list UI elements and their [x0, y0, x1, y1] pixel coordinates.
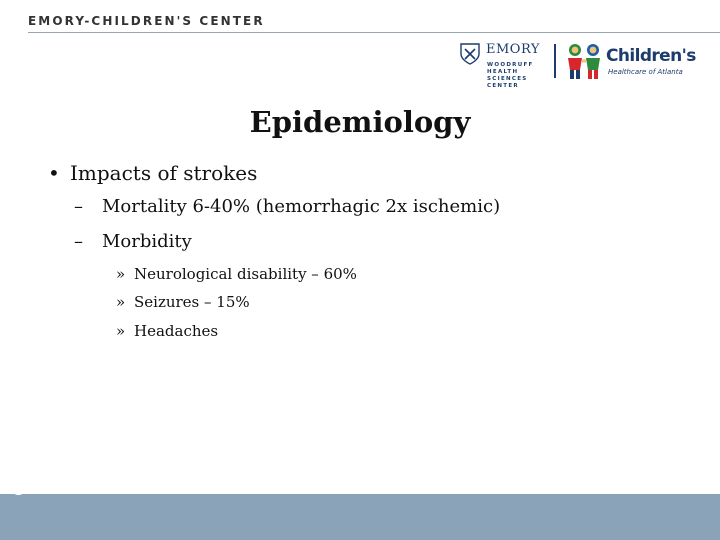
slide-title: Epidemiology — [249, 105, 471, 139]
subsub-bullet-headaches — [116, 322, 218, 340]
emory-subtitle-line: SCIENCES — [487, 76, 528, 82]
slide-number: 5 — [14, 481, 25, 499]
footer-bar — [0, 494, 720, 540]
bullet-text: Impacts of strokes — [70, 161, 258, 185]
subsub-bullet-text: Headaches — [134, 322, 219, 340]
logo-divider — [554, 44, 556, 78]
subsub-bullet-neurological — [116, 265, 357, 283]
bullet-impacts-of-strokes — [48, 161, 257, 185]
children-figures-icon — [564, 42, 604, 80]
childrens-wordmark: Children's — [606, 46, 696, 66]
sub-bullet-mortality — [74, 196, 500, 217]
subsub-bullet-seizures — [116, 293, 250, 311]
sub-bullet-morbidity — [74, 231, 192, 252]
sub-bullet-text: Mortality 6-40% (hemorrhagic 2x ischemic) — [102, 196, 501, 217]
emory-wordmark: EMORY — [486, 42, 540, 57]
subsub-bullet-marker: » — [116, 293, 126, 311]
emory-subtitle-line: HEALTH — [487, 69, 519, 75]
sub-bullet-marker: – — [74, 196, 83, 217]
emory-shield-icon — [460, 43, 480, 65]
header-divider — [28, 32, 720, 33]
childrens-tagline: Healthcare of Atlanta — [608, 68, 683, 76]
sub-bullet-marker: – — [74, 231, 83, 252]
subsub-bullet-marker: » — [116, 322, 126, 340]
emory-subtitle — [487, 62, 534, 90]
sub-bullet-text: Morbidity — [102, 231, 192, 252]
childrens-logo — [562, 40, 712, 82]
subsub-bullet-marker: » — [116, 265, 126, 283]
emory-logo — [458, 40, 548, 92]
emory-subtitle-line: CENTER — [487, 83, 519, 89]
subsub-bullet-text: Seizures – 15% — [134, 293, 250, 311]
subsub-bullet-text: Neurological disability – 60% — [134, 265, 357, 283]
emory-subtitle-line: WOODRUFF — [487, 62, 534, 68]
bullet-marker: • — [48, 161, 60, 185]
header-brand-text: EMORY-CHILDREN'S CENTER — [28, 14, 265, 28]
